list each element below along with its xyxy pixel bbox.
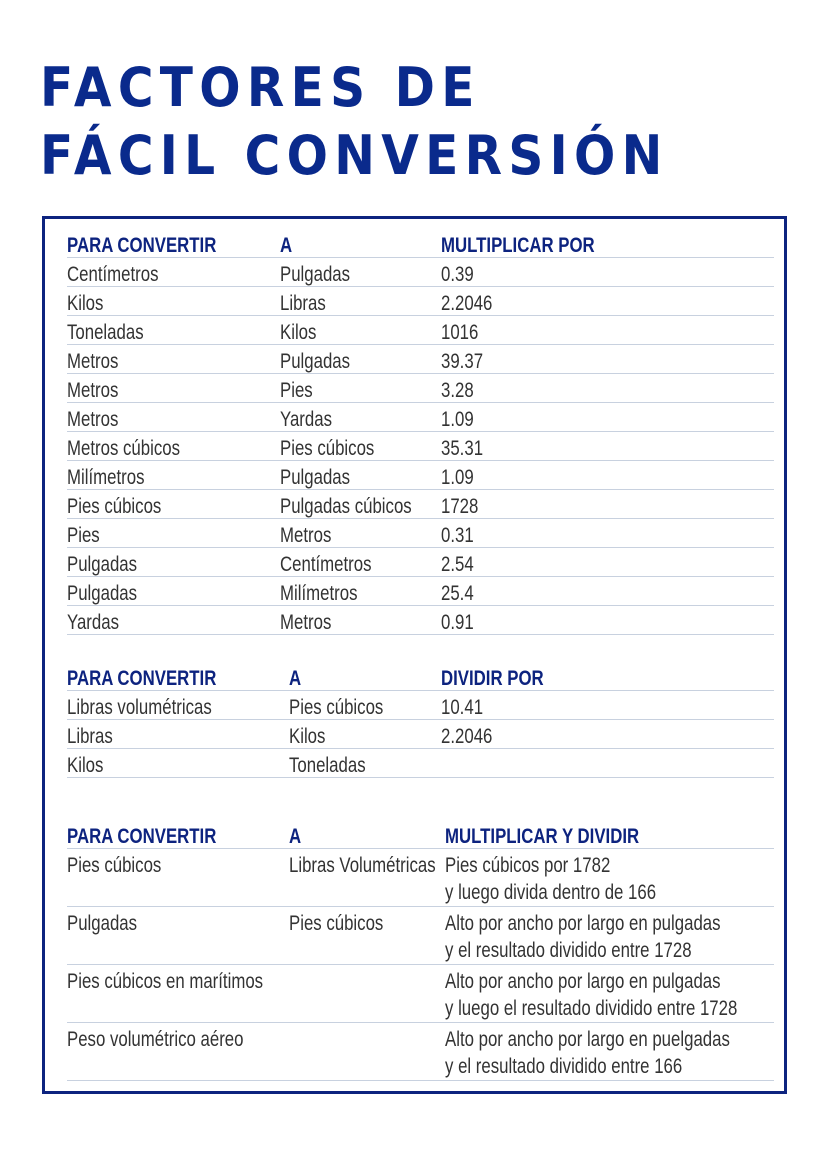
to-unit: Toneladas (289, 754, 366, 777)
table-header-row (67, 820, 774, 849)
table-row (67, 548, 774, 577)
from-unit: Pies cúbicos (67, 854, 162, 877)
from-unit: Metros cúbicos (67, 437, 180, 460)
conversion-table-frame (42, 216, 787, 1094)
from-unit: Metros (67, 408, 119, 431)
table-row (67, 258, 774, 287)
from-unit: Milímetros (67, 466, 145, 489)
factor: 0.91 (441, 611, 474, 634)
factor: 3.28 (441, 379, 474, 402)
divide-table (67, 662, 774, 778)
from-unit: Centímetros (67, 263, 159, 286)
to-unit: Pies cúbicos (289, 696, 384, 719)
table-row (67, 403, 774, 432)
factor: 0.39 (441, 263, 474, 286)
header-to: A (280, 234, 293, 257)
to-unit: Pulgadas (280, 263, 351, 286)
to-unit: Kilos (280, 321, 317, 344)
multiply-and-divide-table (67, 820, 774, 1081)
table-header-row (67, 229, 774, 258)
table-row (67, 720, 774, 749)
from-unit: Pulgadas (67, 553, 138, 576)
factor: 35.31 (441, 437, 484, 460)
table-row (67, 965, 774, 1023)
from-unit: Pulgadas (67, 912, 138, 935)
to-unit: Metros (280, 611, 332, 634)
table-row (67, 907, 774, 965)
table-row (67, 519, 774, 548)
to-unit: Pies cúbicos (280, 437, 375, 460)
instruction-line: Pies cúbicos por 1782 (445, 854, 611, 877)
factor: 2.2046 (441, 725, 493, 748)
instruction-line: Alto por ancho por largo en pulgadas (445, 970, 721, 993)
table-row (67, 1023, 774, 1081)
table-row (67, 432, 774, 461)
header-to: A (289, 667, 302, 690)
from-unit: Toneladas (67, 321, 144, 344)
factor: 2.54 (441, 553, 474, 576)
factor: 25.4 (441, 582, 474, 605)
from-unit: Metros (67, 350, 119, 373)
table-row (67, 287, 774, 316)
from-unit: Metros (67, 379, 119, 402)
table-row (67, 606, 774, 635)
instruction-line: y el resultado dividido entre 1728 (445, 939, 692, 962)
header-from: PARA CONVERTIR (67, 234, 217, 257)
from-unit: Kilos (67, 292, 104, 315)
to-unit: Libras (280, 292, 326, 315)
factor: 1728 (441, 495, 479, 518)
instruction-line: Alto por ancho por largo en pulgadas (445, 912, 721, 935)
instruction-line: Alto por ancho por largo en puelgadas (445, 1028, 730, 1051)
from-unit: Peso volumétrico aéreo (67, 1028, 244, 1051)
header-to: A (289, 825, 302, 848)
header-from: PARA CONVERTIR (67, 825, 217, 848)
from-unit: Pies cúbicos en marítimos (67, 970, 264, 993)
title-line-1: FACTORES DE (40, 56, 481, 119)
multiply-table (67, 229, 774, 635)
header-from: PARA CONVERTIR (67, 667, 217, 690)
factor (445, 910, 721, 964)
to-unit: Yardas (280, 408, 332, 431)
to-unit: Pies (280, 379, 313, 402)
table-row (67, 490, 774, 519)
to-unit: Libras Volumétricas (289, 854, 436, 877)
factor: 10.41 (441, 696, 484, 719)
table-row (67, 461, 774, 490)
to-unit: Pies cúbicos (289, 912, 384, 935)
table-header-row (67, 662, 774, 691)
table-row (67, 691, 774, 720)
page-title (40, 54, 669, 190)
instruction-line: y luego el resultado dividido entre 1728 (445, 997, 738, 1020)
from-unit: Libras volumétricas (67, 696, 212, 719)
from-unit: Yardas (67, 611, 119, 634)
factor: 2.2046 (441, 292, 493, 315)
factor: 39.37 (441, 350, 484, 373)
from-unit: Pies cúbicos (67, 495, 162, 518)
to-unit: Pulgadas (280, 350, 351, 373)
table-row (67, 577, 774, 606)
table-row (67, 316, 774, 345)
header-operation: MULTIPLICAR POR (441, 234, 595, 257)
to-unit: Pulgadas cúbicos (280, 495, 412, 518)
header-operation: DIVIDIR POR (441, 667, 544, 690)
from-unit: Kilos (67, 754, 104, 777)
factor (445, 852, 656, 906)
factor: 1.09 (441, 466, 474, 489)
from-unit: Pies (67, 524, 100, 547)
to-unit: Centímetros (280, 553, 372, 576)
table-row (67, 374, 774, 403)
to-unit: Milímetros (280, 582, 358, 605)
factor (445, 1026, 730, 1080)
factor: 1.09 (441, 408, 474, 431)
from-unit: Libras (67, 725, 113, 748)
title-line-2: FÁCIL CONVERSIÓN (40, 124, 669, 187)
factor: 0.31 (441, 524, 474, 547)
header-operation: MULTIPLICAR Y DIVIDIR (445, 825, 640, 848)
table-row (67, 749, 774, 778)
from-unit: Pulgadas (67, 582, 138, 605)
to-unit: Kilos (289, 725, 326, 748)
table-row (67, 849, 774, 907)
to-unit: Metros (280, 524, 332, 547)
instruction-line: y el resultado dividido entre 166 (445, 1055, 683, 1078)
factor: 1016 (441, 321, 479, 344)
instruction-line: y luego divida dentro de 166 (445, 881, 657, 904)
factor (445, 968, 737, 1022)
to-unit: Pulgadas (280, 466, 351, 489)
table-row (67, 345, 774, 374)
